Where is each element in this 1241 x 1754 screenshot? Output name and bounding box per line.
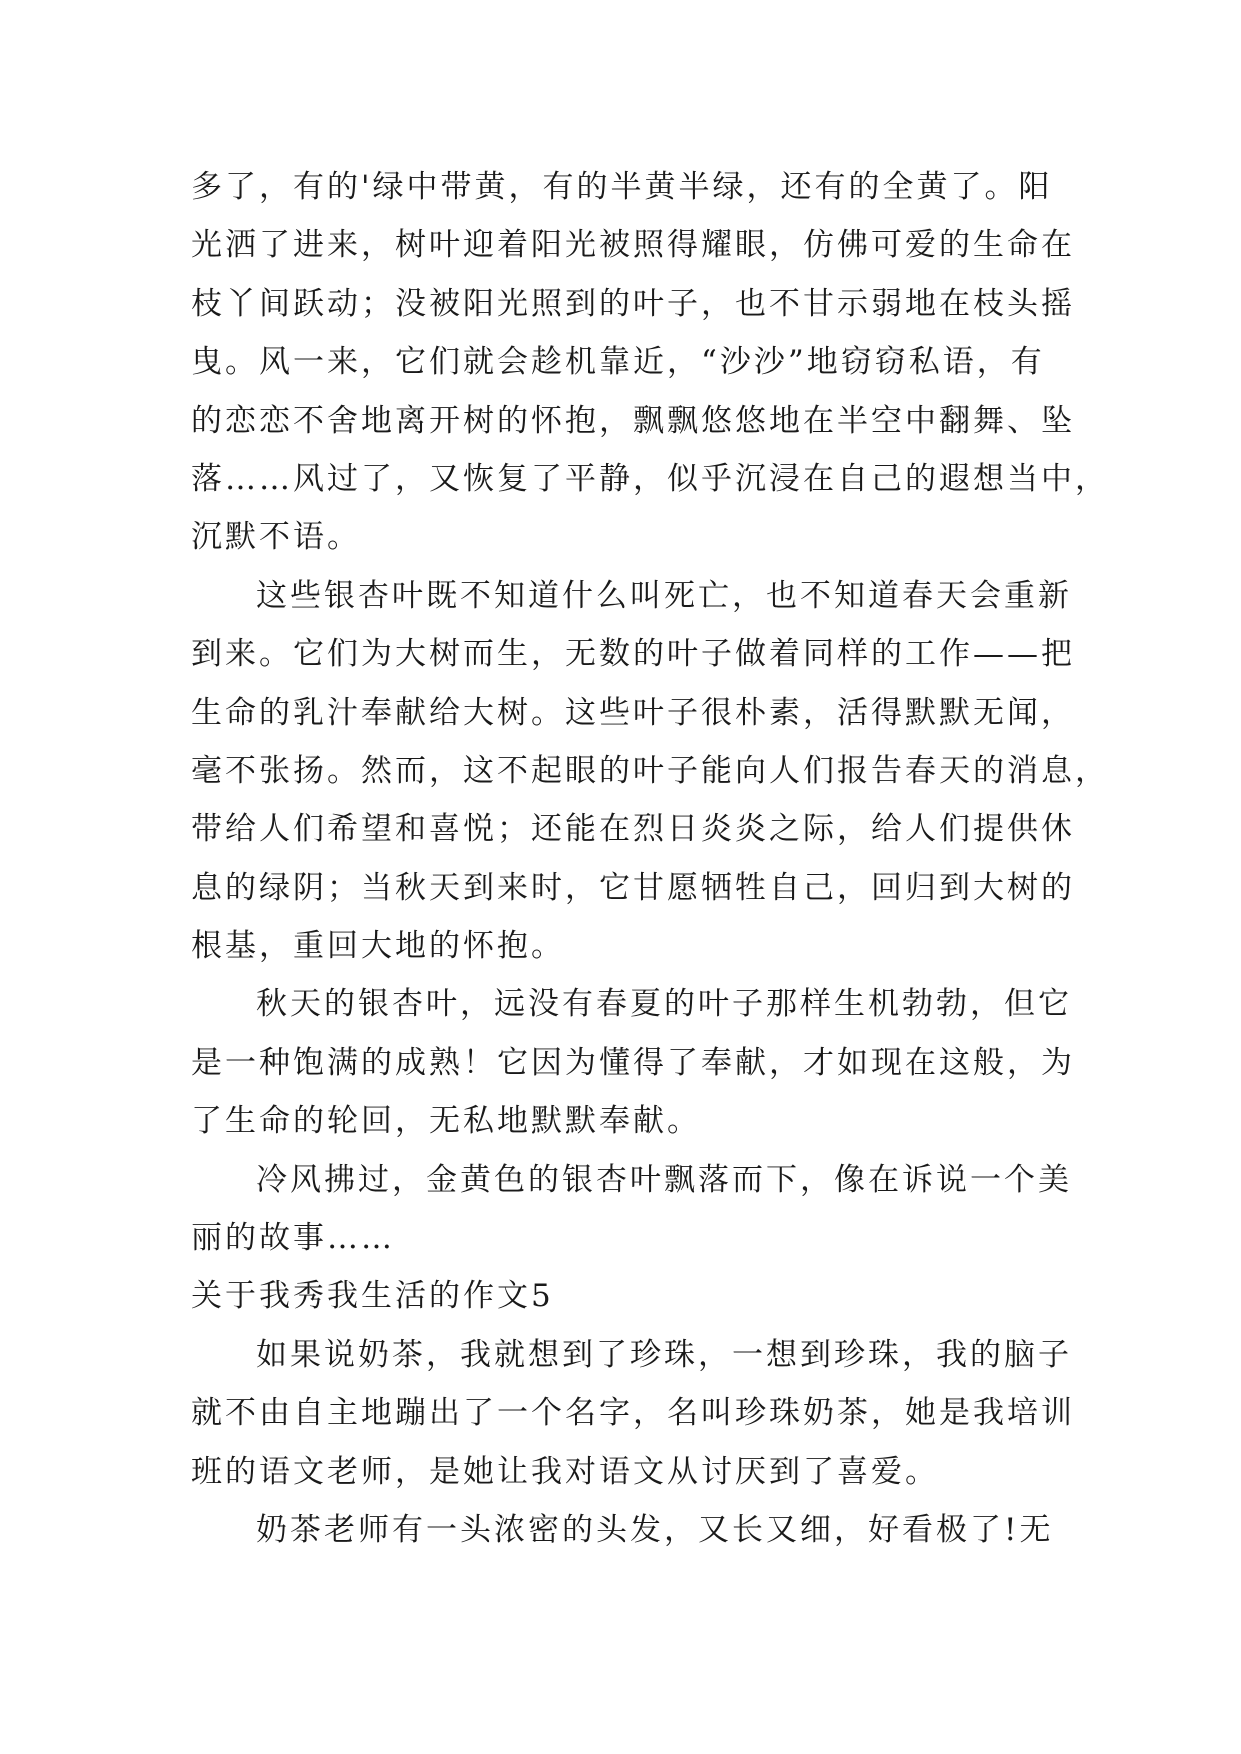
text-line: 丽的故事…… <box>191 1220 395 1257</box>
text-line: 了生命的轮回，无私地默默奉献。 <box>191 1103 701 1140</box>
text-line: 多了，有的'绿中带黄，有的半黄半绿，还有的全黄了。阳 <box>191 169 1053 205</box>
text-line: 息的绿阴；当秋天到来时，它甘愿牺牲自己，回归到大树的 <box>191 869 1075 906</box>
document-body <box>191 158 1109 1559</box>
paragraph-start-line: 秋天的银杏叶，远没有春夏的叶子那样生机勃勃，但它 <box>256 986 1072 1023</box>
paragraph-start-line: 如果说奶茶，我就想到了珍珠，一想到珍珠，我的脑子 <box>256 1336 1072 1373</box>
text-line: 沉默不语。 <box>191 519 361 556</box>
text-line: 生命的乳汁奉献给大树。这些叶子很朴素，活得默默无闻， <box>191 694 1075 731</box>
text-line: 班的语文老师，是她让我对语文从讨厌到了喜爱。 <box>191 1453 939 1490</box>
text-line: 曳。风一来，它们就会趁机靠近，“沙沙”地窃窃私语，有 <box>191 344 1045 381</box>
text-line: 根基，重回大地的怀抱。 <box>191 928 565 965</box>
text-line: 的恋恋不舍地离开树的怀抱，飘飘悠悠地在半空中翻舞、坠 <box>191 402 1075 439</box>
text-line: 到来。它们为大树而生，无数的叶子做着同样的工作——把 <box>191 636 1075 673</box>
paragraph-start-line: 奶茶老师有一头浓密的头发，又长又细，好看极了!无 <box>256 1511 1054 1548</box>
text-line: 带给人们希望和喜悦；还能在烈日炎炎之际，给人们提供休 <box>191 811 1075 848</box>
section-heading: 关于我秀我生活的作文5 <box>191 1278 554 1315</box>
text-line: 枝丫间跃动；没被阳光照到的叶子，也不甘示弱地在枝头摇 <box>191 285 1075 322</box>
text-line: 就不由自主地蹦出了一个名字，名叫珍珠奶茶，她是我培训 <box>191 1395 1075 1432</box>
paragraph-start-line: 冷风拂过，金黄色的银杏叶飘落而下，像在诉说一个美 <box>256 1161 1072 1198</box>
paragraph-start-line: 这些银杏叶既不知道什么叫死亡，也不知道春天会重新 <box>256 577 1072 614</box>
text-line: 光洒了进来，树叶迎着阳光被照得耀眼，仿佛可爱的生命在 <box>191 227 1075 264</box>
text-line: 是一种饱满的成熟！它因为懂得了奉献，才如现在这般，为 <box>191 1044 1075 1081</box>
text-line: 毫不张扬。然而，这不起眼的叶子能向人们报告春天的消息， <box>191 752 1109 789</box>
text-line: 落……风过了，又恢复了平静，似乎沉浸在自己的遐想当中， <box>191 460 1109 497</box>
